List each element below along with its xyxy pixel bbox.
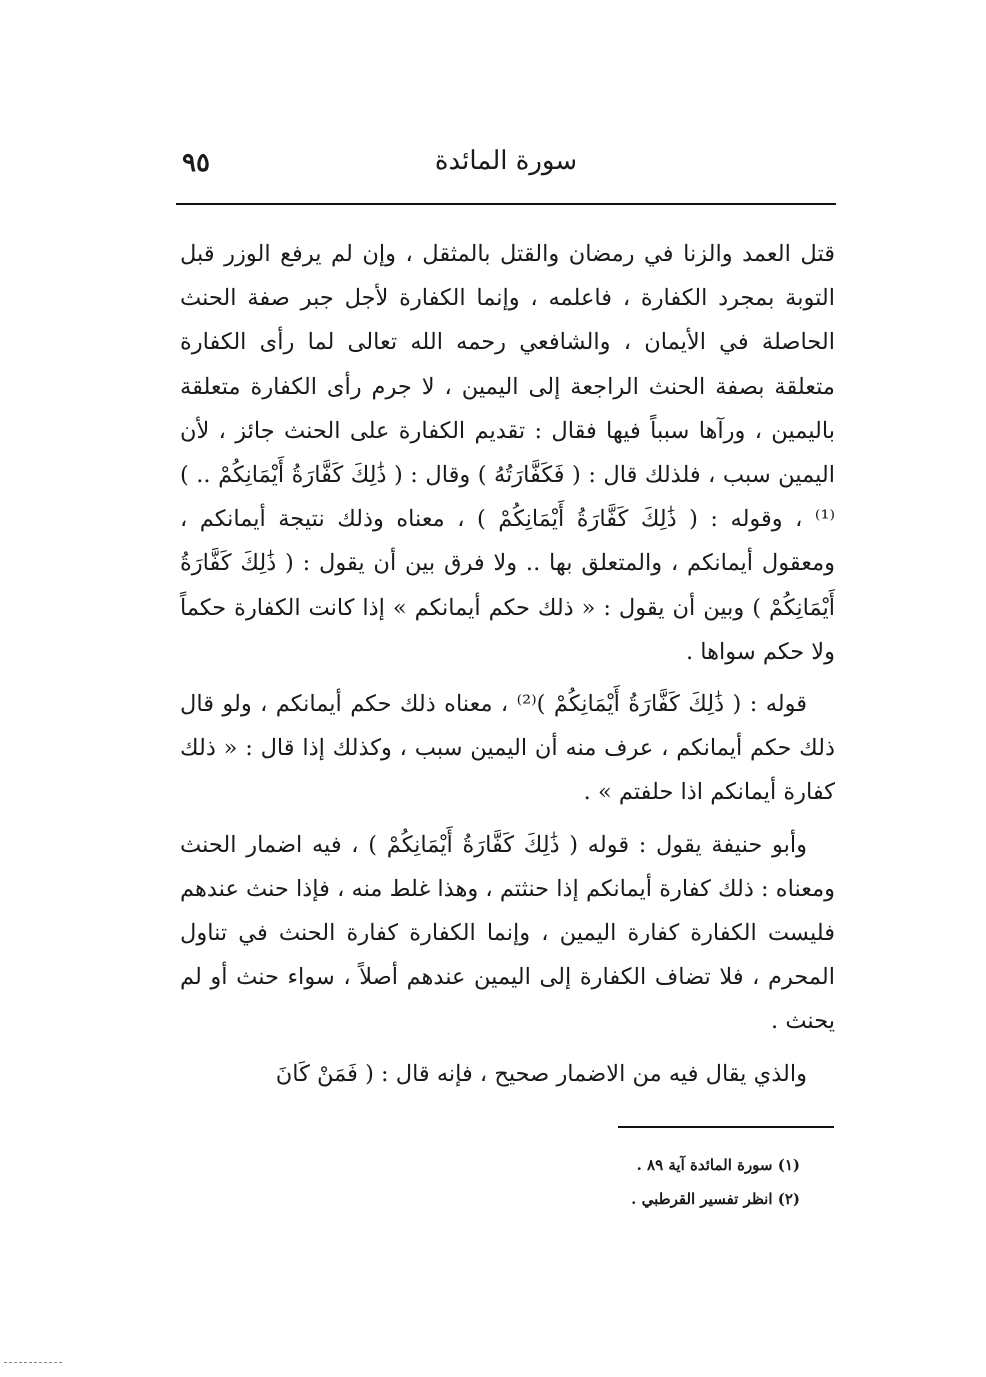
surah-title: سورة المائدة [434, 146, 578, 176]
paragraph-1: قتل العمد والزنا في رمضان والقتل بالمثقل ، وإن لم يرفع الوزر قبل التوبة بمجرد الكفارة ، فاعلمه ، وإنما الكفارة لأجل جبر صفة الحنث الحاصلة في الأيمان ، والشافعي رحمه الله تعالى لما رأى الكفارة متعلقة بصفة الحنث الراجعة إلى اليمين ، لا جرم رأى الكفارة متعلقة باليمين ، ورآها سبباً فيها فقال : تقديم الكفارة على الحنث جائز ، لأن اليمين سبب ، فلذلك قال : ( فَكَفَّارَتُهُ ) وقال : ( ذَٰلِكَ كَفَّارَةُ أَيْمَانِكُمْ .. )⁽¹⁾ ، وقوله : ( ذَٰلِكَ كَفَّارَةُ أَيْمَانِكُمْ ) ، معناه وذلك نتيجة أيمانكم ، ومعقول أيمانكم ، والمتعلق بها .. ولا فرق بين أن يقول : ( ذَٰلِكَ كَفَّارَةُ أَيْمَانِكُمْ ) وبين أن يقول : « ذلك حكم أيمانكم » إذا كانت الكفارة حكماً ولا حكم سواها . [180, 241, 835, 665]
header-rule [176, 203, 836, 205]
page-number: ٩٥ [182, 148, 210, 178]
footnotes [480, 1148, 800, 1216]
running-header [176, 140, 836, 190]
body-text [180, 232, 835, 1096]
paragraph-2: قوله : ( ذَٰلِكَ كَفَّارَةُ أَيْمَانِكُمْ )⁽²⁾ ، معناه ذلك حكم أيمانكم ، ولو قال ذلك حكم أيمانكم ، عرف منه أن اليمين سبب ، وكذلك إذا قال : « ذلك كفارة أيمانكم اذا حلفتم » . [180, 691, 835, 806]
paragraph-3: وأبو حنيفة يقول : قوله ( ذَٰلِكَ كَفَّارَةُ أَيْمَانِكُمْ ) ، فيه اضمار الحنث ومعناه : ذلك كفارة أيمانكم إذا حنثتم ، وهذا غلط منه ، فإذا حنث عندهم فليست الكفارة كفارة اليمين ، وإنما الكفارة كفارة الحنث في تناول المحرم ، فلا تضاف الكفارة إلى اليمين عندهم أصلاً ، سواء حنث أو لم يحنث . [180, 831, 835, 1035]
footnote-2: (٢) انظر تفسير القرطبي . [631, 1190, 800, 1208]
footnote-rule [618, 1126, 834, 1128]
paragraph-4: والذي يقال فيه من الاضمار صحيح ، فإنه قال : ( فَمَنْ كَانَ [275, 1060, 807, 1087]
footnote-1: (١) سورة المائدة آية ٨٩ . [636, 1156, 800, 1174]
scan-mark [4, 1362, 62, 1363]
